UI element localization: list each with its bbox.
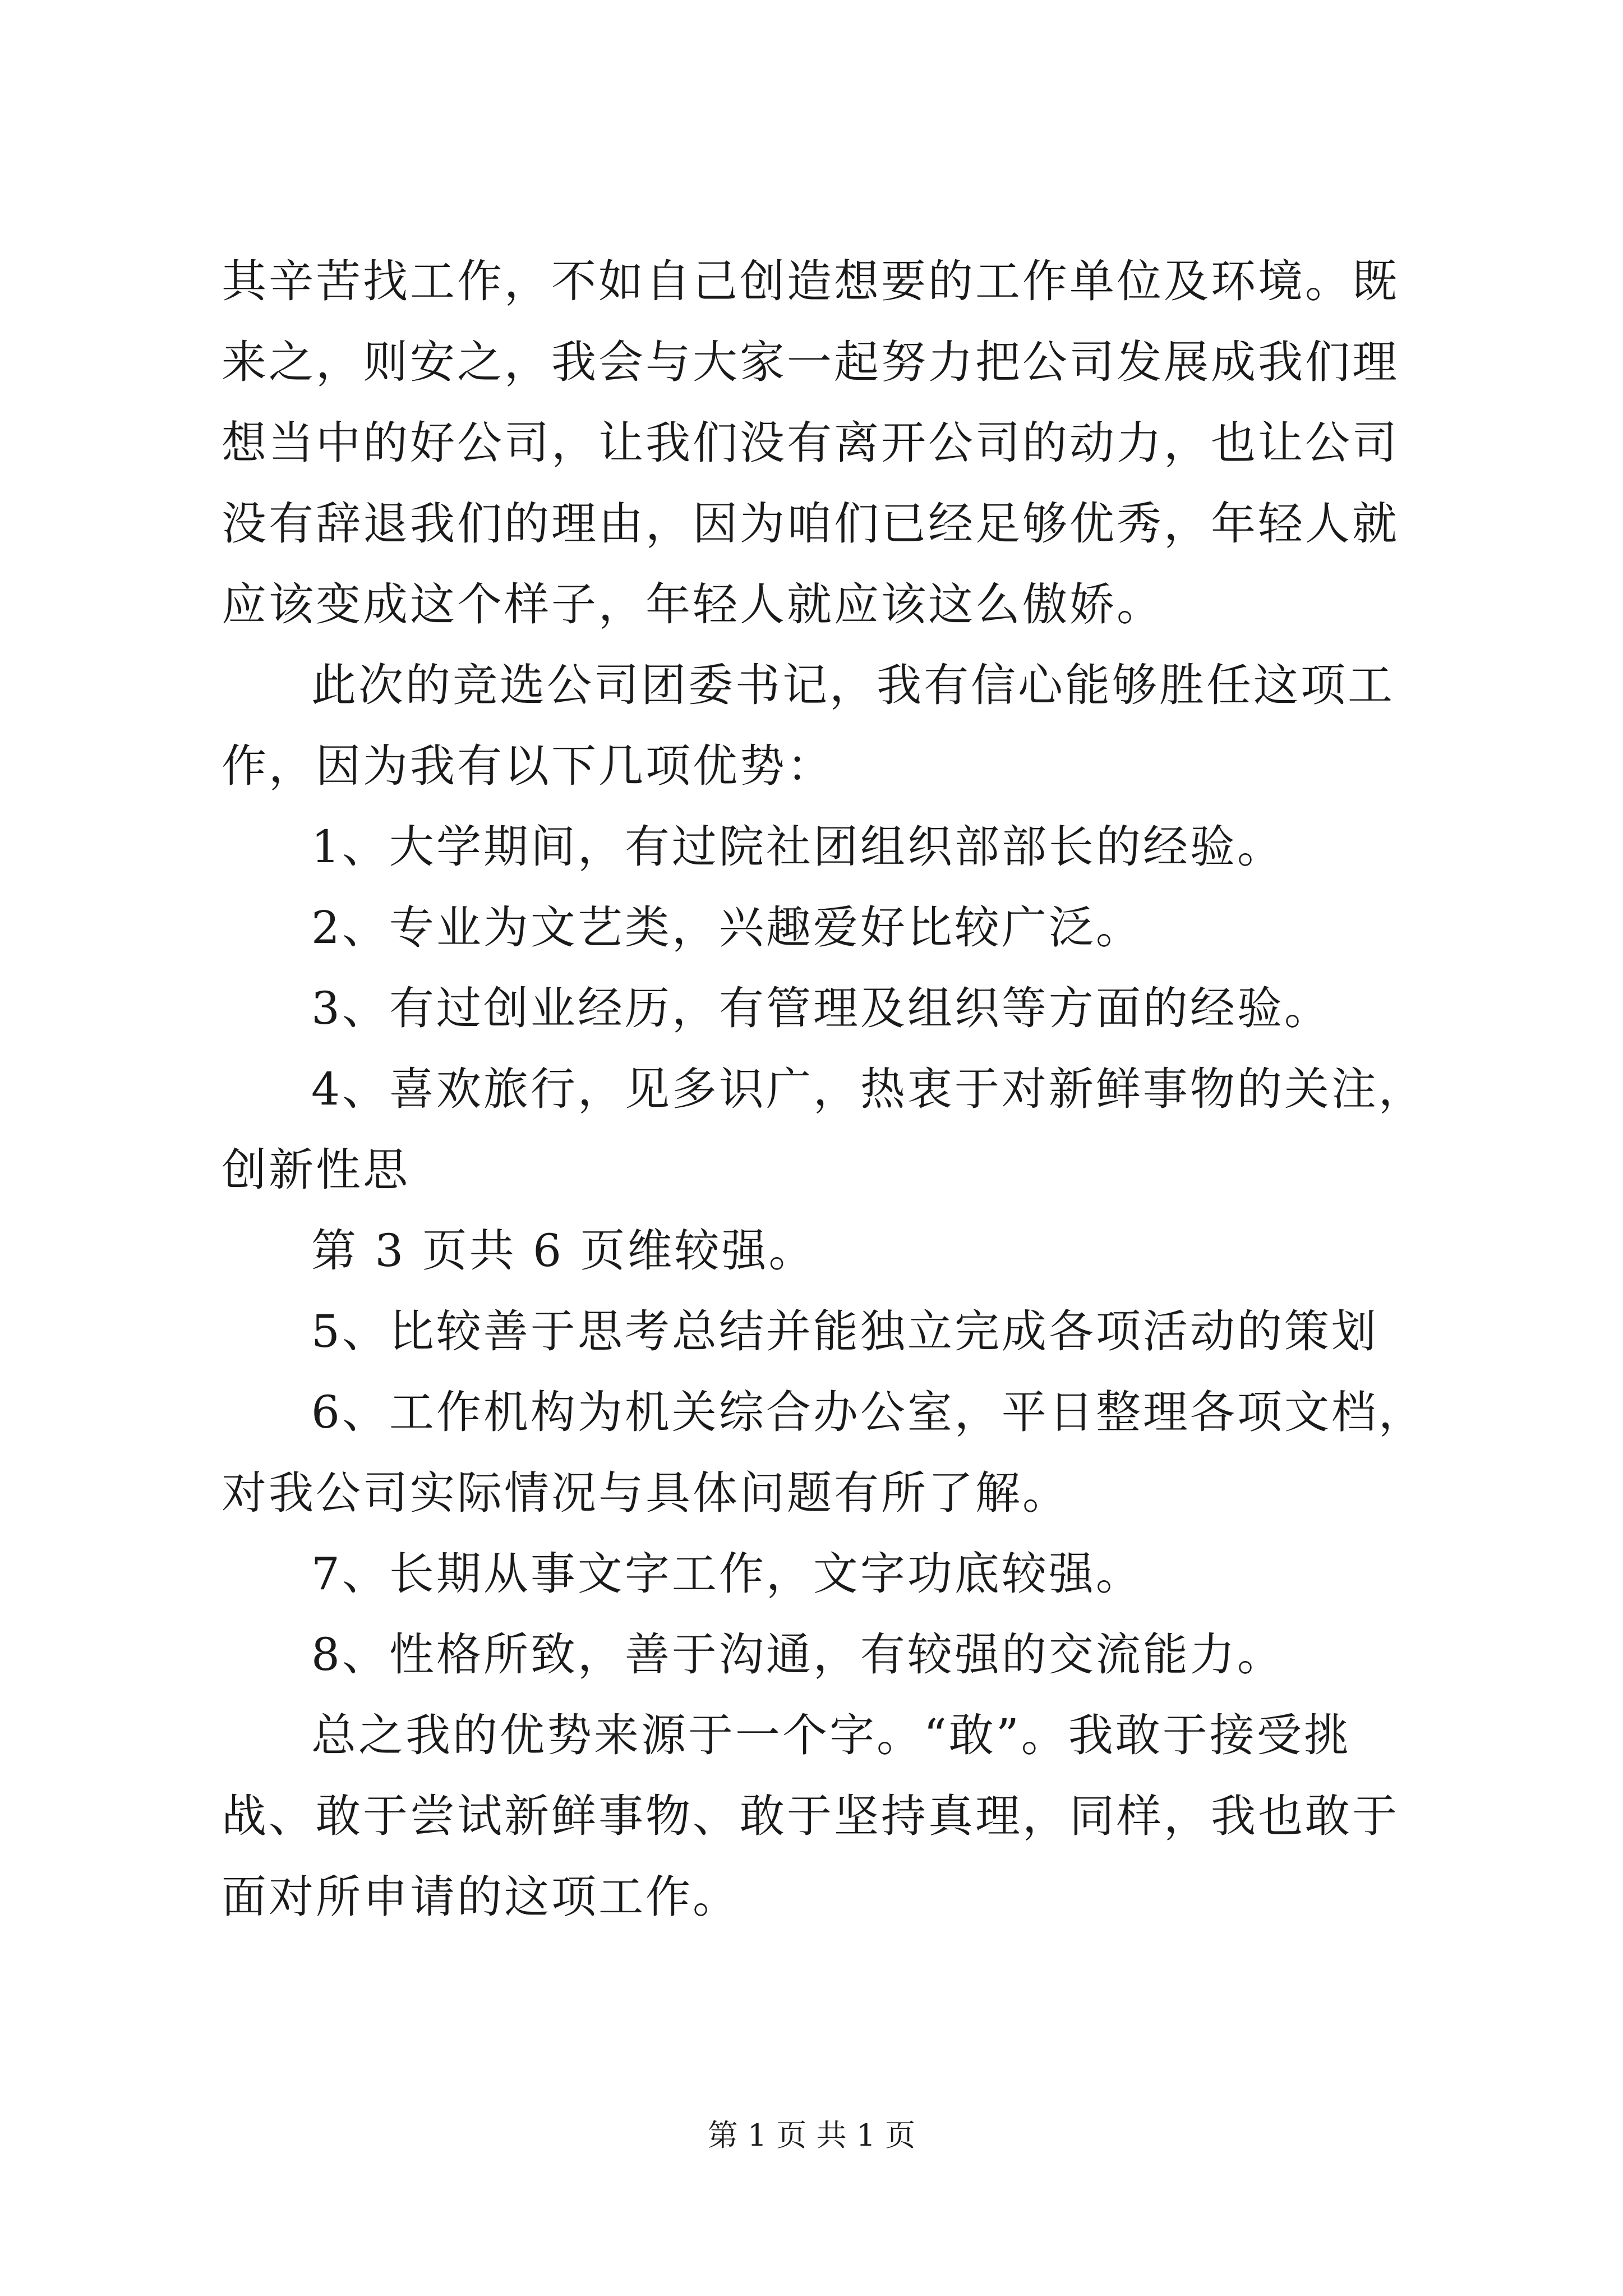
- list-item-8: 8、性格所致，善于沟通，有较强的交流能力。: [311, 1628, 1284, 1681]
- conclusion-paragraph: 总之我的优势来源于一个字。“敢”。我敢于接受挑战、敢于尝试新鲜事物、敢于坚持真理，同样，我也敢于面对所申请的这项工作。: [222, 1709, 1399, 1923]
- list-item-1: 1、大学期间，有过院社团组织部部长的经验。: [311, 821, 1284, 873]
- list-item-2: 2、专业为文艺类，兴趣爱好比较广泛。: [311, 901, 1143, 954]
- paragraph-2: 此次的竞选公司团委书记，我有信心能够胜任这项工作，因为我有以下几项优势：: [222, 659, 1395, 792]
- page-footer: 第 1 页 共 1 页: [707, 2118, 916, 2153]
- paragraph-1: 其辛苦找工作，不如自己创造想要的工作单位及环境。既来之，则安之，我会与大家一起努力把公司发展成我们理想当中的好公司，让我们没有离开公司的动力，也让公司没有辞退我们的理由，因为咱们已经足够优秀，年轻人就应该变成这个样子，年轻人就应该这么傲娇。: [222, 255, 1399, 631]
- list-item-7: 7、长期从事文字工作，文字功底较强。: [311, 1548, 1143, 1600]
- document-body: [222, 241, 1427, 1938]
- list-item-4: 4、喜欢旅行，见多识广，热衷于对新鲜事物的关注，创新性思: [222, 1063, 1426, 1196]
- list-item-3: 3、有过创业经历，有管理及组织等方面的经验。: [311, 982, 1331, 1034]
- list-item-5: 5、比较善于思考总结并能独立完成各项活动的策划: [311, 1305, 1378, 1358]
- list-item-6: 6、工作机构为机关综合办公室，平日整理各项文档，对我公司实际情况与具体问题有所了解。: [222, 1386, 1426, 1519]
- inline-page-marker-line: 第 3 页共 6 页维较强。: [311, 1225, 816, 1277]
